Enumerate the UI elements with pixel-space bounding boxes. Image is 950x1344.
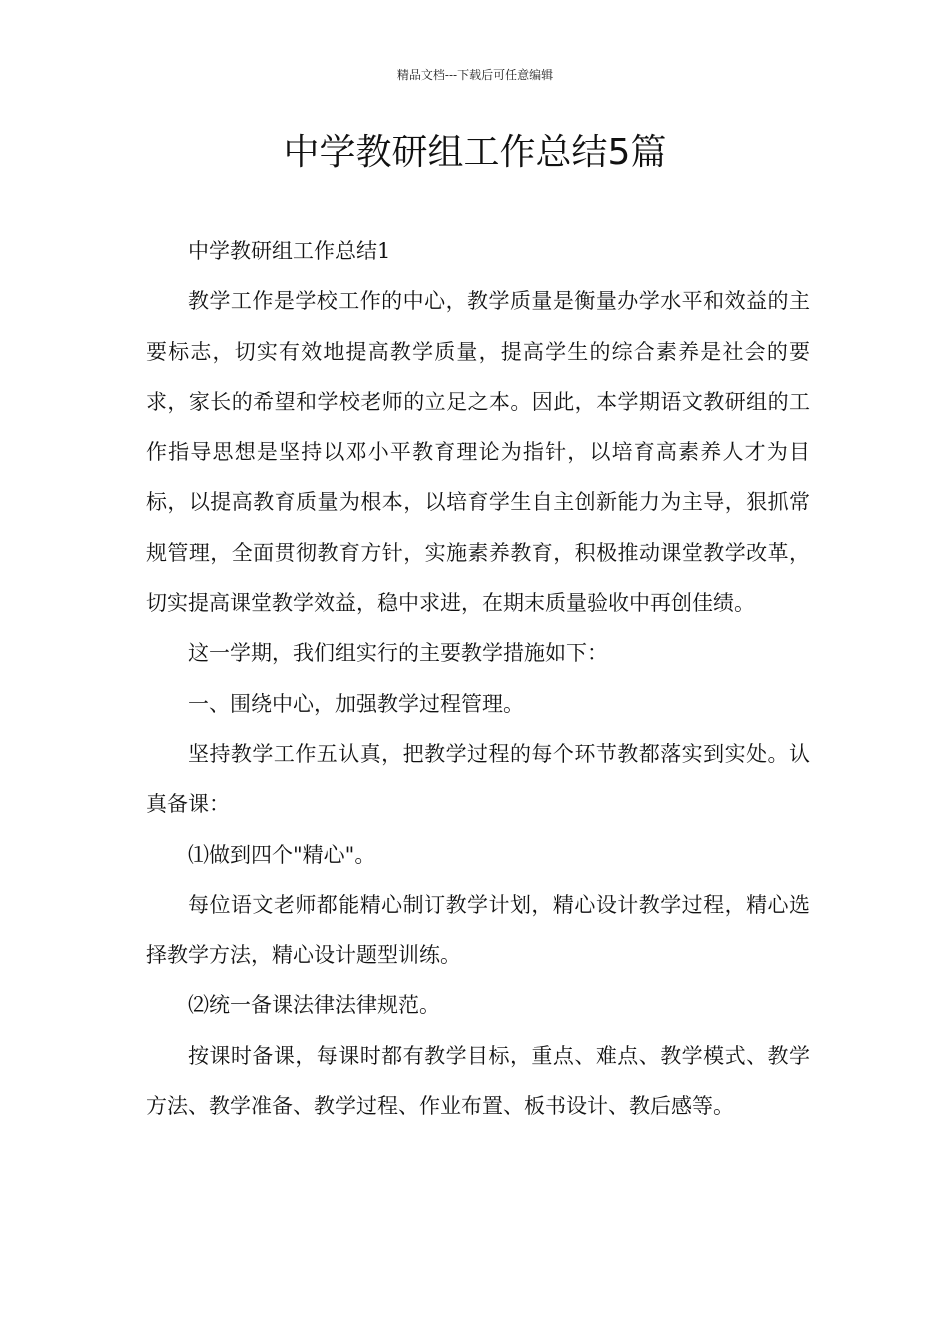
header-note: 精品文档---下载后可任意编辑	[396, 68, 554, 82]
document-body	[146, 226, 810, 1131]
paragraph: ⑴做到四个"精心"。	[188, 842, 376, 867]
section-heading: 中学教研组工作总结1	[188, 239, 391, 263]
paragraph: 教学工作是学校工作的中心，教学质量是衡量办学水平和效益的主要标志，切实有效地提高教学质量，提高学生的综合素养是社会的要求，家长的希望和学校老师的立足之本。因此，本学期语文教研组的工作指导思想是坚持以邓小平教育理论为指针，以培育高素养人才为目标，以提高教育质量为根本，以培育学生自主创新能力为主导，狠抓常规管理，全面贯彻教育方针，实施素养教育，积极推动课堂教学改革，切实提高课堂教学效益，稳中求进，在期末质量验收中再创佳绩。	[146, 289, 810, 616]
document-title: 中学教研组工作总结5篇	[283, 132, 667, 173]
paragraph: ⑵统一备课法律法律规范。	[188, 993, 440, 1018]
paragraph: 一、围绕中心，加强教学过程管理。	[188, 691, 524, 716]
paragraph: 坚持教学工作五认真，把教学过程的每个环节教都落实到实处。认真备课：	[146, 741, 810, 817]
paragraph: 按课时备课，每课时都有教学目标，重点、难点、教学模式、教学方法、教学准备、教学过程、作业布置、板书设计、教后感等。	[146, 1043, 810, 1119]
paragraph: 这一学期，我们组实行的主要教学措施如下：	[188, 641, 608, 666]
paragraph: 每位语文老师都能精心制订教学计划，精心设计教学过程，精心选择教学方法，精心设计题型训练。	[146, 892, 810, 968]
